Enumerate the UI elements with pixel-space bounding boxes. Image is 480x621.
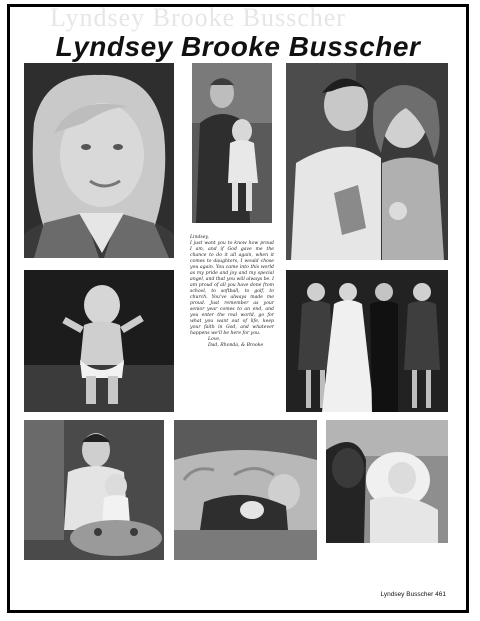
- photo-mother-infant: [326, 420, 448, 543]
- letter-closing: Love,: [208, 337, 221, 342]
- photo-wedding-group: [286, 270, 448, 412]
- page-footer: [380, 591, 446, 598]
- letter-body: I just want you to know how proud I am, and if God gave me the chance to do it all again, when it comes to daughters, I would chose you again. You came into this world as my pride and joy and my special angel, and that you will always be. I am proud of all you have done from school, to softball, to golf, to church. You've always made me proud. Just remember as your senior year comes to an end, and you enter the real world, go for what you want out of life, keep your faith in God, and whatever happens we'll be here for you.: [190, 241, 274, 336]
- letter-signature: Dad, Rhonda, & Brooke: [208, 343, 264, 348]
- yearbook-page: [7, 4, 469, 613]
- ghost-title-watermark: Lyndsey Brooke Busscher: [50, 3, 346, 32]
- photo-man-baby-couch: [174, 420, 317, 560]
- letter-salutation: Lindsey,: [190, 235, 209, 240]
- page-number: 461: [435, 591, 446, 598]
- photo-couple-kiss: [286, 63, 448, 260]
- photo-father-daughter-toddler: [192, 63, 272, 223]
- footer-name: Lyndsey Busscher: [380, 591, 434, 598]
- letter-to-lyndsey: [190, 235, 274, 349]
- photo-portrait-teen: [24, 63, 174, 258]
- page-title: Lyndsey Brooke Busscher: [55, 31, 421, 62]
- photo-baby-standing: [24, 270, 174, 412]
- photo-man-with-baby-chair: [24, 420, 164, 560]
